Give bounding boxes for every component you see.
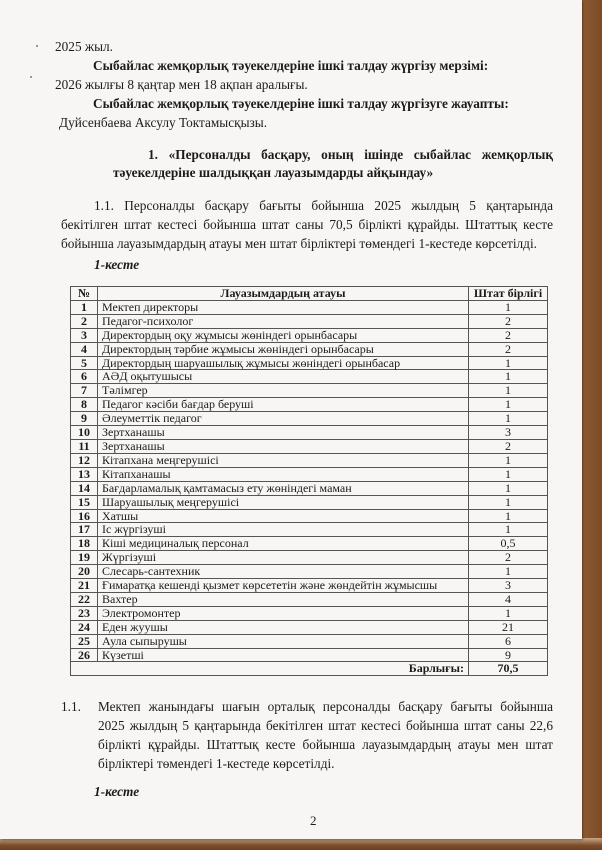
section2-number: 1.1. <box>61 699 81 714</box>
row-position: Директордың оқу жұмысы жөніндегі орынбасары <box>98 328 469 342</box>
row-position: Педагог-психолог <box>98 314 469 328</box>
row-number: 7 <box>71 384 98 398</box>
total-value: 70,5 <box>469 662 548 676</box>
table-row <box>71 648 548 662</box>
section2-line4: бірліктері төмендегі 1-кестеде көрсетілді. <box>98 756 335 771</box>
table-row <box>71 398 548 412</box>
row-units: 1 <box>469 509 548 523</box>
scan-speck <box>30 76 32 78</box>
year-line: 2025 жыл. <box>55 39 113 54</box>
row-units: 2 <box>469 439 548 453</box>
table-row <box>71 370 548 384</box>
table-row <box>71 523 548 537</box>
table-row <box>71 620 548 634</box>
table-row <box>71 565 548 579</box>
responsible-label: Сыбайлас жемқорлық тәуекелдеріне ішкі талдау жүргізуге жауапты: <box>93 96 509 111</box>
table-caption: 1-кесте <box>94 257 140 272</box>
staff-table <box>70 286 548 676</box>
period-value: 2026 жылғы 8 қаңтар мен 18 ақпан аралығы. <box>55 77 308 92</box>
row-position: Аула сыпырушы <box>98 634 469 648</box>
row-number: 17 <box>71 523 98 537</box>
table-row <box>71 481 548 495</box>
row-position: Мектеп директоры <box>98 300 469 314</box>
row-units: 1 <box>469 523 548 537</box>
row-units: 1 <box>469 495 548 509</box>
row-position: Күзетші <box>98 648 469 662</box>
table-row <box>71 453 548 467</box>
row-position: АӘД оқытушысы <box>98 370 469 384</box>
row-number: 24 <box>71 620 98 634</box>
table-row <box>71 634 548 648</box>
row-units: 1 <box>469 481 548 495</box>
period-label: Сыбайлас жемқорлық тәуекелдеріне ішкі талдау жүргізу мерзімі: <box>93 58 489 73</box>
row-number: 18 <box>71 537 98 551</box>
row-units: 2 <box>469 551 548 565</box>
section2-line2: 2025 жылдың 5 қаңтарында бекітілген штат кестесі бойынша штат саны 22,6 <box>98 718 553 733</box>
table-row <box>71 314 548 328</box>
col-header-position: Лауазымдардың атауы <box>98 287 469 301</box>
total-blank-cell <box>71 662 98 676</box>
row-number: 12 <box>71 453 98 467</box>
row-number: 5 <box>71 356 98 370</box>
row-number: 8 <box>71 398 98 412</box>
row-number: 23 <box>71 606 98 620</box>
row-units: 21 <box>469 620 548 634</box>
row-position: Вахтер <box>98 592 469 606</box>
table-row <box>71 300 548 314</box>
row-position: Еден жуушы <box>98 620 469 634</box>
row-position: Тәлімгер <box>98 384 469 398</box>
row-number: 4 <box>71 342 98 356</box>
row-units: 6 <box>469 634 548 648</box>
table-row <box>71 412 548 426</box>
row-number: 1 <box>71 300 98 314</box>
row-number: 3 <box>71 328 98 342</box>
table-row <box>71 579 548 593</box>
row-position: Слесарь-сантехник <box>98 565 469 579</box>
table-row <box>71 384 548 398</box>
table-row <box>71 426 548 440</box>
row-position: Зертханашы <box>98 426 469 440</box>
row-position: Электромонтер <box>98 606 469 620</box>
row-units: 4 <box>469 592 548 606</box>
col-header-units: Штат бірлігі <box>469 287 548 301</box>
scan-speck <box>36 45 38 47</box>
row-position: Кітапханашы <box>98 467 469 481</box>
row-units: 3 <box>469 426 548 440</box>
row-position: Ғимаратқа кешенді қызмет көрсететін және жөндейтін жұмысшы <box>98 579 469 593</box>
table-total-row <box>71 662 548 676</box>
row-number: 26 <box>71 648 98 662</box>
para1-line3: бойынша лауазымдардың атауы мен штат бірліктері төмендегі 1-кестеде көрсетілді. <box>61 236 537 251</box>
row-units: 1 <box>469 300 548 314</box>
row-position: Жүргізуші <box>98 551 469 565</box>
row-number: 25 <box>71 634 98 648</box>
row-number: 19 <box>71 551 98 565</box>
table2-caption: 1-кесте <box>94 784 140 799</box>
row-position: Директордың тәрбие жұмысы жөніндегі орынбасары <box>98 342 469 356</box>
row-position: Шаруашылық меңгерушісі <box>98 495 469 509</box>
row-units: 1 <box>469 370 548 384</box>
wood-background-bottom <box>0 838 602 850</box>
table-row <box>71 328 548 342</box>
section2-line1: Мектеп жанындағы шағын орталық персоналды басқару бағыты бойынша <box>98 699 553 714</box>
row-units: 1 <box>469 467 548 481</box>
row-number: 22 <box>71 592 98 606</box>
row-units: 1 <box>469 606 548 620</box>
row-units: 3 <box>469 579 548 593</box>
table-row <box>71 467 548 481</box>
table-row <box>71 439 548 453</box>
col-header-number: № <box>71 287 98 301</box>
table-row <box>71 509 548 523</box>
table-row <box>71 537 548 551</box>
section-title-line1: 1. «Персоналды басқару, оның ішінде сыбайлас жемқорлық <box>148 147 553 162</box>
row-units: 1 <box>469 412 548 426</box>
row-position: Педагог кәсіби бағдар беруші <box>98 398 469 412</box>
table-row <box>71 592 548 606</box>
row-position: Директордың шаруашылық жұмысы жөніндегі орынбасар <box>98 356 469 370</box>
page-number: 2 <box>310 813 317 828</box>
table-header-row <box>71 287 548 301</box>
table-row <box>71 551 548 565</box>
row-units: 1 <box>469 453 548 467</box>
row-units: 2 <box>469 314 548 328</box>
total-label: Барлығы: <box>98 662 469 676</box>
row-number: 14 <box>71 481 98 495</box>
para1-line2: бекітілген штат кестесі бойынша штат саны 70,5 бірлікті құрайды. Штаттық кесте <box>61 217 553 232</box>
row-units: 1 <box>469 565 548 579</box>
table-row <box>71 342 548 356</box>
row-number: 15 <box>71 495 98 509</box>
row-number: 9 <box>71 412 98 426</box>
row-number: 11 <box>71 439 98 453</box>
row-units: 2 <box>469 328 548 342</box>
row-number: 13 <box>71 467 98 481</box>
responsible-value: Дуйсенбаева Аксулу Токтамысқызы. <box>59 115 268 130</box>
row-units: 2 <box>469 342 548 356</box>
para1-line1: 1.1. Персоналды басқару бағыты бойынша 2025 жылдың 5 қаңтарында <box>94 198 553 213</box>
row-units: 0,5 <box>469 537 548 551</box>
row-position: Зертханашы <box>98 439 469 453</box>
section-title-line2: тәуекелдеріне шалдыққан лауазымдарды айқындау» <box>113 165 434 180</box>
row-number: 6 <box>71 370 98 384</box>
row-number: 20 <box>71 565 98 579</box>
table-row <box>71 356 548 370</box>
row-position: Іс жүргізуші <box>98 523 469 537</box>
row-units: 9 <box>469 648 548 662</box>
row-units: 1 <box>469 398 548 412</box>
row-number: 21 <box>71 579 98 593</box>
table-row <box>71 495 548 509</box>
row-position: Хатшы <box>98 509 469 523</box>
row-position: Кіші медициналық персонал <box>98 537 469 551</box>
section2-line3: бірлікті құрайды. Штаттық кесте бойынша лауазымдардың атауы мен штат <box>98 737 553 752</box>
table-row <box>71 606 548 620</box>
row-number: 2 <box>71 314 98 328</box>
row-position: Кітапхана меңгерушісі <box>98 453 469 467</box>
row-number: 10 <box>71 426 98 440</box>
row-units: 1 <box>469 356 548 370</box>
row-position: Бағдарламалық қамтамасыз ету жөніндегі маман <box>98 481 469 495</box>
row-position: Әлеуметтік педагог <box>98 412 469 426</box>
row-units: 1 <box>469 384 548 398</box>
row-number: 16 <box>71 509 98 523</box>
